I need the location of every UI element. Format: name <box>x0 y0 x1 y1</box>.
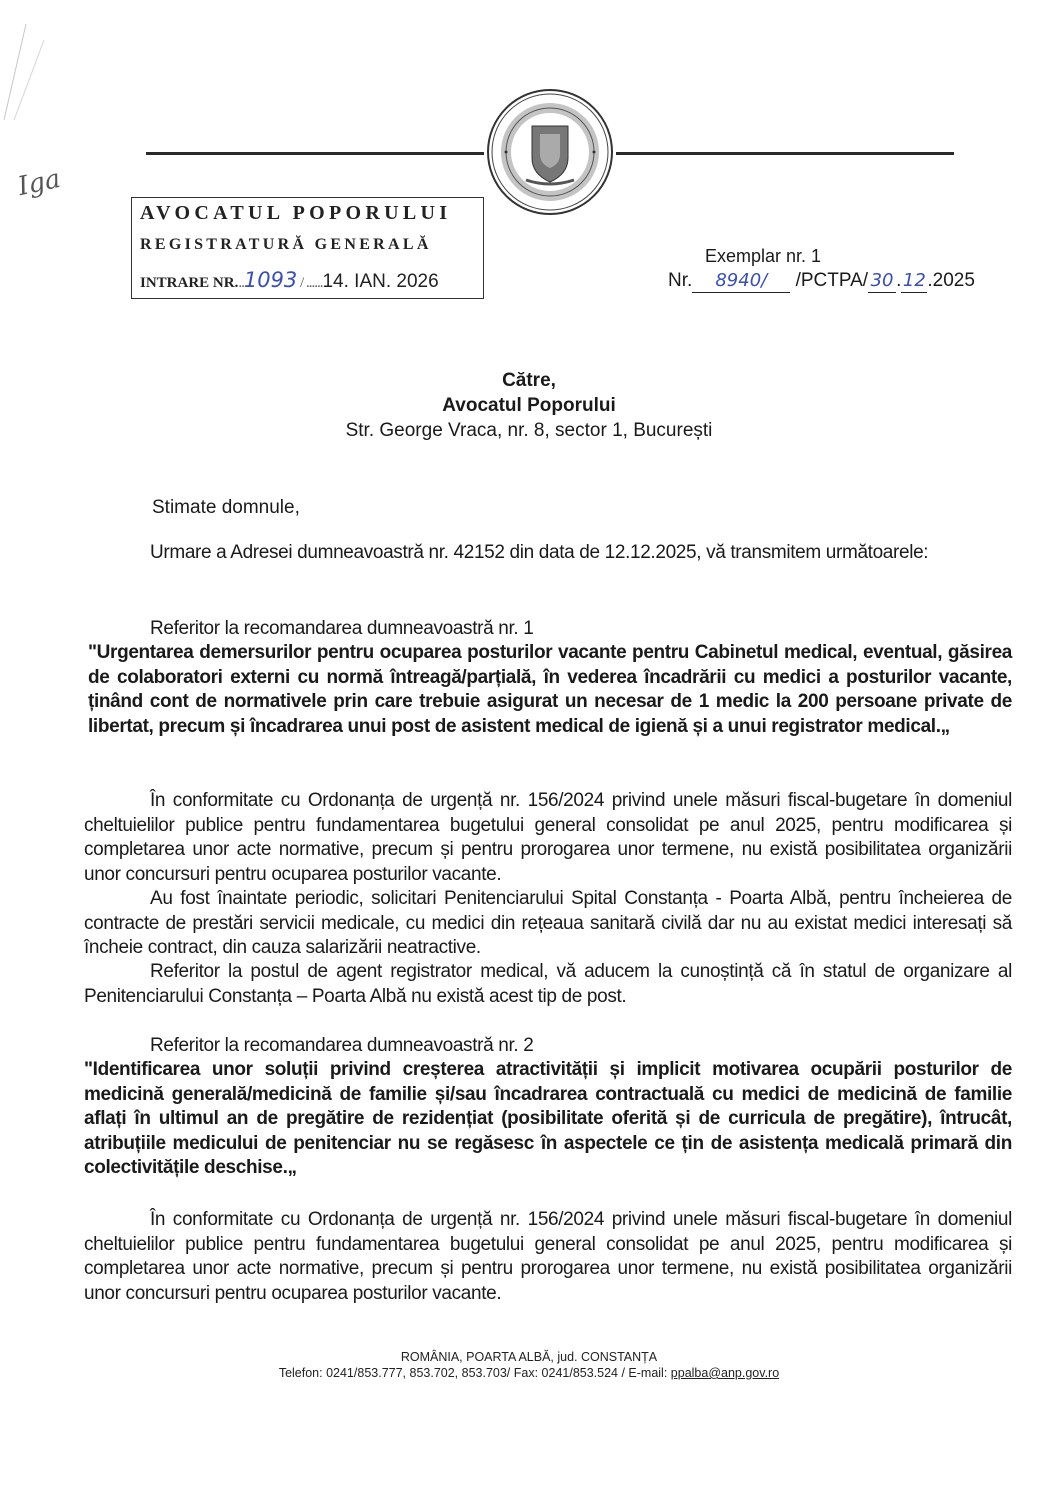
footer-contact <box>0 1366 1058 1380</box>
greeting: Stimate domnule, <box>152 497 300 518</box>
addressee-salutation: Către, <box>502 370 556 391</box>
handwritten-initials: Iga <box>15 163 64 203</box>
stamp-dots: / ...... <box>297 275 323 291</box>
reference-prefix: Nr. <box>668 270 693 291</box>
intro-paragraph: Urmare a Adresei dumneavoastră nr. 42152 din data de 12.12.2025, vă transmitem următoarele: <box>150 542 929 563</box>
header-rule-left <box>146 152 484 155</box>
recommendation-1-response-1: În conformitate cu Ordonanța de urgență nr. 156/2024 privind unele măsuri fiscal-bugetare în domeniul cheltuielilor publice pentru fundamentarea bugetului general consolidat pe anul 2025, pentru modificarea și completarea unor acte normative, precum și pentru prorogarea unor termene, nu există posibilitatea organizării unor concursuri pentru ocuparea posturilor vacante. <box>84 790 1012 885</box>
stamp-entry-label: INTRARE NR. <box>140 275 239 291</box>
footer-contact-text: Telefon: 0241/853.777, 853.702, 853.703/ Fax: 0241/853.524 / E-mail: <box>278 1366 671 1380</box>
registry-stamp <box>131 197 484 299</box>
footer-email-link[interactable]: ppalba@anp.gov.ro <box>670 1366 780 1380</box>
stamp-registry: REGISTRATURĂ GENERALĂ <box>140 236 432 253</box>
reference-number: Nr. 8940/ /PCTPA/ 30 .12.2025 <box>668 270 975 291</box>
ministry-seal-icon <box>486 88 614 216</box>
recommendation-2-intro: Referitor la recomandarea dumneavoastră nr. 2 <box>150 1035 534 1056</box>
reference-department: /PCTPA/ <box>795 270 869 291</box>
recommendation-1-response-3: Referitor la postul de agent registrator medical, vă aducem la cunoștință că în statul de organizare al Penitenciarului Constanța – Poarta Albă nu există acest tip de post. <box>84 961 1012 1007</box>
stamp-entry-date: 14. IAN. 2026 <box>322 271 439 292</box>
stamp-entry-line <box>140 268 439 293</box>
reference-month-field: 12 <box>902 270 926 291</box>
stamp-entry-number: 1093 <box>243 268 298 292</box>
recommendation-1-intro: Referitor la recomandarea dumneavoastră nr. 1 <box>150 618 534 639</box>
reference-day-field: 30 <box>868 270 896 293</box>
stamp-institution: AVOCATUL POPORULUI <box>140 202 452 224</box>
recommendation-2-response-1: În conformitate cu Ordonanța de urgență nr. 156/2024 privind unele măsuri fiscal-bugetare în domeniul cheltuielilor publice pentru fundamentarea bugetului general consolidat pe anul 2025, pentru modificarea și completarea unor acte normative, precum și pentru prorogarea unor termene, nu există posibilitatea organizării unor concursuri pentru ocuparea posturilor vacante. <box>84 1209 1012 1304</box>
footer-location: ROMÂNIA, POARTA ALBĂ, jud. CONSTANȚA <box>400 1350 658 1364</box>
recommendation-2-text: "Identificarea unor soluții privind creșterea atractivității și implicit motivarea ocupării posturilor de medicină generală/medicină de familie și/sau încadrarea contractuală cu medici de medicină de familie aflați în ultimul an de pregătire de rezidențiat (posibilitate oferită și de curricula de pregătire), întrucât, atribuțiile medicului de penitenciar nu se regăsesc în aspectele ce țin de asistența medicală primară din colectivitățile deschise.„ <box>84 1059 1012 1178</box>
recommendation-1-text: "Urgentarea demersurilor pentru ocuparea posturilor vacante pentru Cabinetul medical, eventual, găsirea de colaboratori externi cu normă întreagă/parțială, în vederea încadrării cu medici a posturilor vacante, ținând cont de normativele prin care trebuie asigurat un necesar de 1 medic la 200 persoane private de libertat, precum și încadrarea unui post de asistent medical de igienă și a unui registrator medical.„ <box>88 642 1012 737</box>
exemplar-number: Exemplar nr. 1 <box>705 246 822 266</box>
header-rule-right <box>616 152 954 155</box>
reference-year: .2025 <box>927 270 975 291</box>
reference-number-field: 8940/ <box>692 270 790 293</box>
margin-pencil-mark <box>0 10 60 120</box>
addressee-name: Avocatul Poporului <box>442 395 616 416</box>
stamp-dots: .. <box>238 275 244 291</box>
addressee-address: Str. George Vraca, nr. 8, sector 1, București <box>345 420 713 441</box>
recommendation-1-response-2: Au fost înaintate periodic, solicitari Penitenciarului Spital Constanța - Poarta Albă, pentru încheierea de contracte de prestări servicii medicale, cu medici din rețeaua sanitară civilă dar nu au existat medici interesați să încheie contract, din cauza salarizării neatractive. <box>84 888 1012 958</box>
